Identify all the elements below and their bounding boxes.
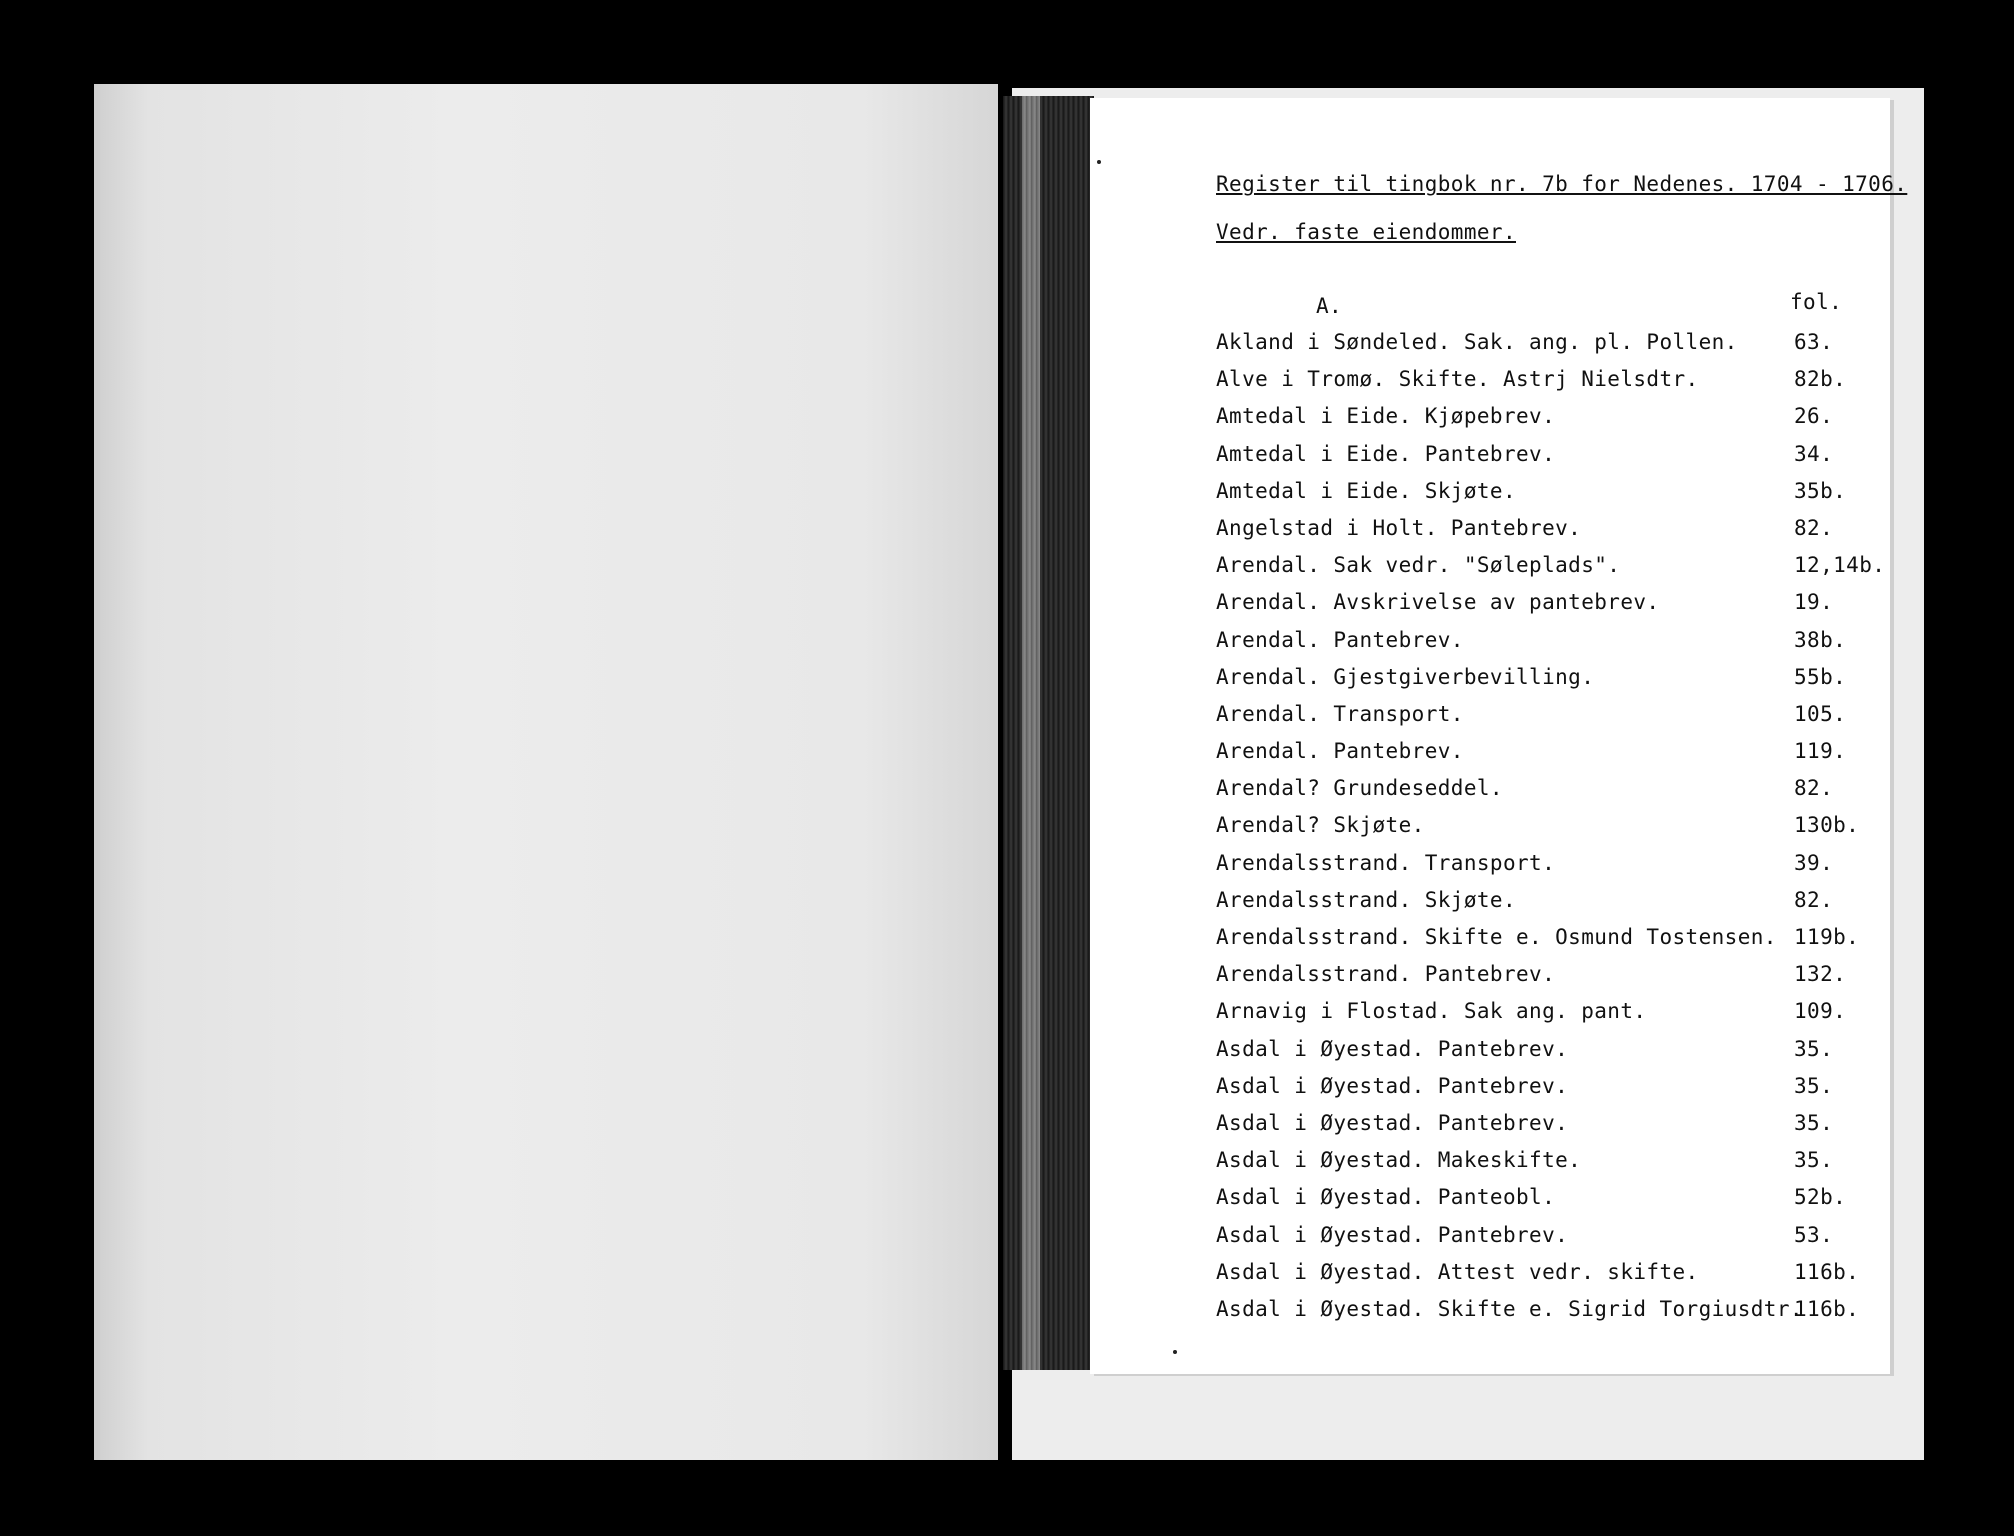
- entry-name: Arendal. Pantebrev.: [1216, 739, 1464, 764]
- section-letter: A.: [1316, 294, 1343, 318]
- register-entry: [1216, 442, 1896, 479]
- entry-folio: 130b.: [1794, 813, 1860, 838]
- register-entry: [1216, 1260, 1896, 1297]
- entry-folio: 82.: [1794, 776, 1834, 801]
- entry-name: Asdal i Øyestad. Attest vedr. skifte.: [1216, 1259, 1699, 1284]
- register-entry: [1216, 404, 1896, 441]
- entry-folio: 82.: [1794, 515, 1834, 540]
- entry-name: Angelstad i Holt. Pantebrev.: [1216, 515, 1582, 540]
- register-entry: [1216, 776, 1896, 813]
- entry-folio: 132.: [1794, 962, 1847, 987]
- register-entry: [1216, 813, 1896, 850]
- entry-folio: 12,14b.: [1794, 553, 1886, 578]
- document-subtitle: Vedr. faste eiendommer.: [1216, 220, 1516, 244]
- entry-folio: 34.: [1794, 441, 1834, 466]
- entry-folio: 53.: [1794, 1222, 1834, 1247]
- register-entry: [1216, 1074, 1896, 1111]
- binding-edge: [1022, 96, 1040, 1370]
- entry-folio: 55b.: [1794, 664, 1847, 689]
- left-blank-page: [94, 84, 998, 1460]
- entry-name: Arendalsstrand. Skjøte.: [1216, 887, 1516, 912]
- register-entry: [1216, 665, 1896, 702]
- entry-name: Arendal? Grundeseddel.: [1216, 776, 1503, 801]
- register-entry: [1216, 553, 1896, 590]
- entry-folio: 105.: [1794, 701, 1847, 726]
- entry-folio: 82.: [1794, 887, 1834, 912]
- register-entry: [1216, 590, 1896, 627]
- entry-name: Asdal i Øyestad. Pantebrev.: [1216, 1110, 1569, 1135]
- register-entry: [1216, 1037, 1896, 1074]
- entry-name: Asdal i Øyestad. Pantebrev.: [1216, 1222, 1569, 1247]
- register-entry: [1216, 962, 1896, 999]
- entry-folio: 19.: [1794, 590, 1834, 615]
- entry-name: Arendalsstrand. Skifte e. Osmund Tostensen.: [1216, 925, 1777, 949]
- entry-folio: 52b.: [1794, 1185, 1847, 1210]
- entry-folio: 35.: [1794, 1073, 1834, 1098]
- register-entry: [1216, 1185, 1896, 1222]
- entry-folio: 35.: [1794, 1110, 1834, 1135]
- register-entry: [1216, 1148, 1896, 1185]
- entry-name: Arendal. Sak vedr. "Søleplads".: [1216, 553, 1621, 578]
- entry-name: Arendal. Avskrivelse av pantebrev.: [1216, 590, 1660, 615]
- paper-speck: [1173, 1350, 1177, 1354]
- register-entry: [1216, 1223, 1896, 1260]
- document-title: Register til tingbok nr. 7b for Nedenes. 1704 - 1706.: [1216, 172, 1908, 196]
- entry-name: Alve i Tromø. Skifte. Astrj Nielsdtr.: [1216, 367, 1699, 392]
- entry-folio: 82b.: [1794, 367, 1847, 392]
- register-entry: [1216, 479, 1896, 516]
- paper-speck: [1097, 160, 1101, 164]
- entry-name: Amtedal i Eide. Skjøte.: [1216, 478, 1516, 503]
- entry-name: Amtedal i Eide. Pantebrev.: [1216, 441, 1556, 466]
- register-entry: [1216, 999, 1896, 1036]
- register-entry: [1216, 702, 1896, 739]
- register-entries: [1216, 330, 1896, 1334]
- entry-folio: 119b.: [1794, 925, 1860, 949]
- entry-name: Asdal i Øyestad. Pantebrev.: [1216, 1073, 1569, 1098]
- register-entry: [1216, 1297, 1896, 1334]
- entry-folio: 39.: [1794, 850, 1834, 875]
- register-entry: [1216, 330, 1896, 367]
- register-entry: [1216, 628, 1896, 665]
- entry-folio: 109.: [1794, 999, 1847, 1024]
- entry-name: Arendalsstrand. Transport.: [1216, 850, 1556, 875]
- entry-folio: 26.: [1794, 404, 1834, 429]
- register-entry: [1216, 1111, 1896, 1148]
- entry-name: Arendal. Transport.: [1216, 701, 1464, 726]
- entry-name: Arendalsstrand. Pantebrev.: [1216, 962, 1556, 987]
- entry-name: Arnavig i Flostad. Sak ang. pant.: [1216, 999, 1647, 1024]
- entry-folio: 38b.: [1794, 627, 1847, 652]
- entry-name: Amtedal i Eide. Kjøpebrev.: [1216, 404, 1556, 429]
- entry-name: Asdal i Øyestad. Makeskifte.: [1216, 1148, 1582, 1173]
- entry-name: Akland i Søndeled. Sak. ang. pl. Pollen.: [1216, 330, 1738, 354]
- entry-folio: 116b.: [1794, 1296, 1860, 1321]
- register-entry: [1216, 925, 1896, 962]
- entry-folio: 63.: [1794, 330, 1834, 354]
- entry-name: Asdal i Øyestad. Panteobl.: [1216, 1185, 1556, 1210]
- register-entry: [1216, 367, 1896, 404]
- entry-name: Arendal? Skjøte.: [1216, 813, 1425, 838]
- entry-folio: 35b.: [1794, 478, 1847, 503]
- entry-folio: 119.: [1794, 739, 1847, 764]
- entry-name: Asdal i Øyestad. Pantebrev.: [1216, 1036, 1569, 1061]
- book-binding: [1003, 96, 1094, 1370]
- entry-folio: 35.: [1794, 1036, 1834, 1061]
- register-entry: [1216, 851, 1896, 888]
- entry-folio: 116b.: [1794, 1259, 1860, 1284]
- folio-column-header: fol.: [1790, 290, 1843, 314]
- register-entry: [1216, 739, 1896, 776]
- entry-name: Arendal. Gjestgiverbevilling.: [1216, 664, 1595, 689]
- entry-name: Asdal i Øyestad. Skifte e. Sigrid Torgiusdtr.: [1216, 1296, 1803, 1321]
- register-entry: [1216, 516, 1896, 553]
- entry-name: Arendal. Pantebrev.: [1216, 627, 1464, 652]
- register-entry: [1216, 888, 1896, 925]
- entry-folio: 35.: [1794, 1148, 1834, 1173]
